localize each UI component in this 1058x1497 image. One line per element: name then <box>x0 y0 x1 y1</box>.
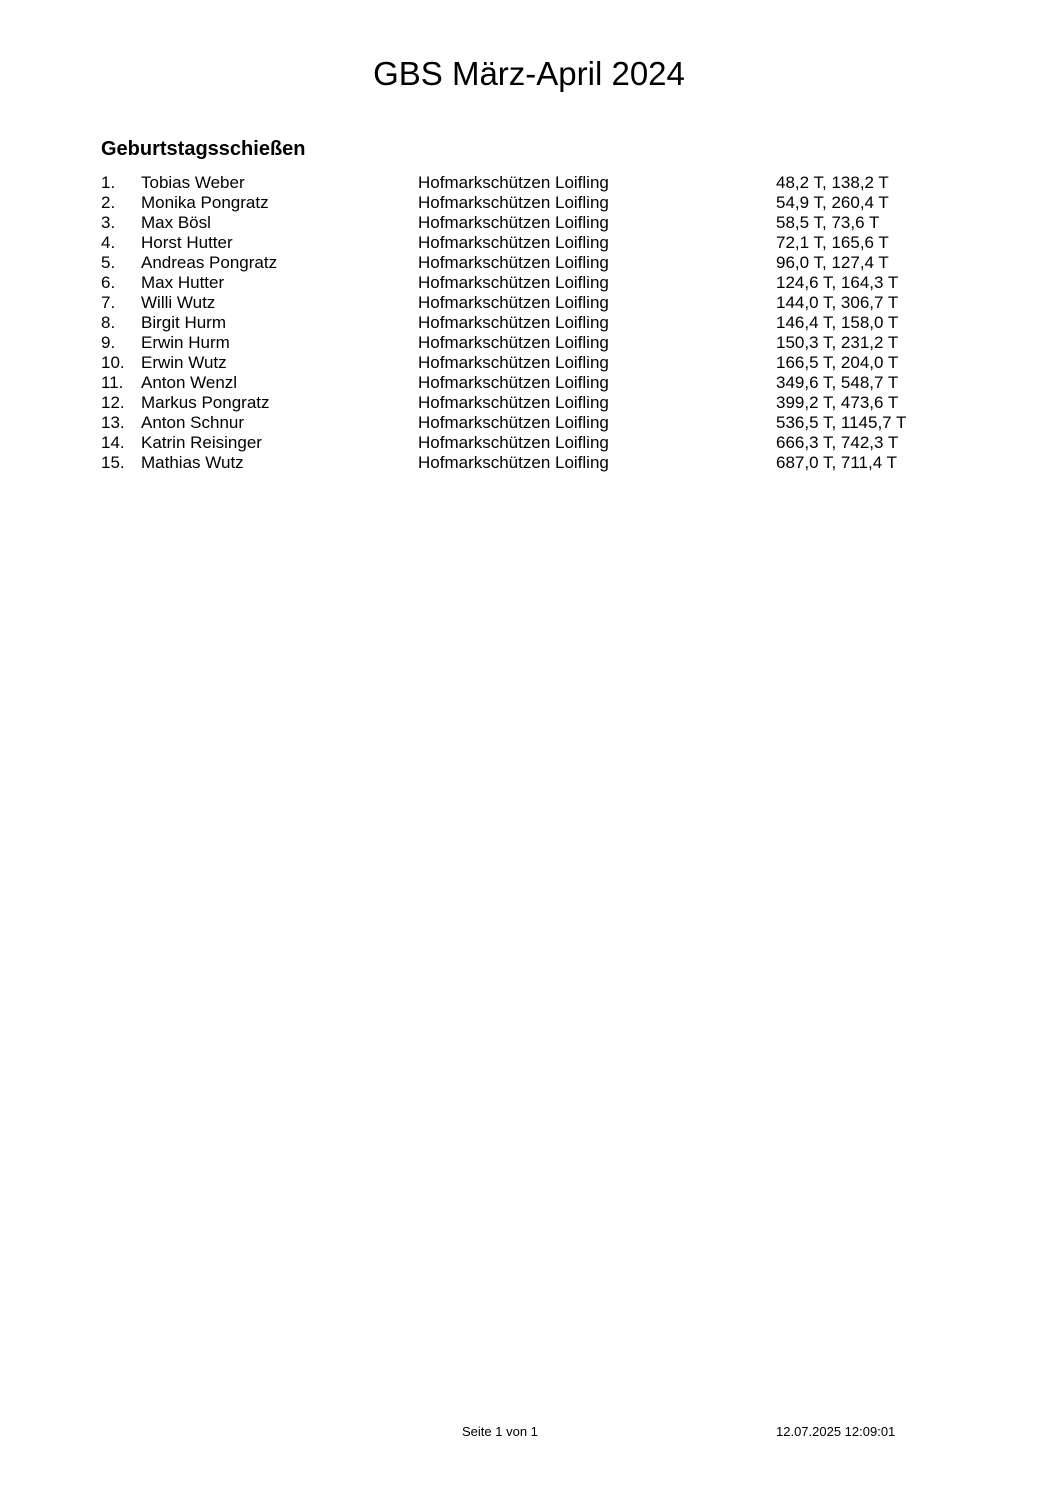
result-score: 96,0 T, 127,4 T <box>776 253 889 272</box>
footer-page-number: Seite 1 von 1 <box>462 1424 538 1439</box>
result-row <box>101 313 941 333</box>
result-club: Hofmarkschützen Loifling <box>418 333 609 352</box>
result-club: Hofmarkschützen Loifling <box>418 453 609 472</box>
result-score: 146,4 T, 158,0 T <box>776 313 899 332</box>
result-name: Andreas Pongratz <box>141 253 278 272</box>
result-rank: 12. <box>101 393 125 412</box>
result-row <box>101 213 941 233</box>
result-score: 48,2 T, 138,2 T <box>776 173 889 192</box>
result-name: Katrin Reisinger <box>141 433 262 452</box>
result-rank: 4. <box>101 233 116 252</box>
result-row <box>101 433 941 453</box>
result-score: 536,5 T, 1145,7 T <box>776 413 907 432</box>
document-title: GBS März-April 2024 <box>373 55 685 92</box>
result-row <box>101 233 941 253</box>
result-rank: 2. <box>101 193 116 212</box>
result-row <box>101 273 941 293</box>
result-rank: 7. <box>101 293 116 312</box>
result-name: Tobias Weber <box>141 173 245 192</box>
result-score: 666,3 T, 742,3 T <box>776 433 899 452</box>
result-score: 166,5 T, 204,0 T <box>776 353 899 372</box>
result-rank: 15. <box>101 453 125 472</box>
result-rank: 8. <box>101 313 116 332</box>
result-score: 399,2 T, 473,6 T <box>776 393 899 412</box>
result-rank: 11. <box>101 373 124 392</box>
result-score: 349,6 T, 548,7 T <box>776 373 899 392</box>
result-rank: 5. <box>101 253 116 272</box>
result-club: Hofmarkschützen Loifling <box>418 353 609 372</box>
result-row <box>101 373 941 393</box>
result-row <box>101 333 941 353</box>
result-name: Max Bösl <box>141 213 211 232</box>
result-name: Max Hutter <box>141 273 225 292</box>
result-score: 124,6 T, 164,3 T <box>776 273 899 292</box>
result-rank: 9. <box>101 333 116 352</box>
result-name: Monika Pongratz <box>141 193 269 212</box>
result-club: Hofmarkschützen Loifling <box>418 193 609 212</box>
result-score: 58,5 T, 73,6 T <box>776 213 880 232</box>
result-score: 150,3 T, 231,2 T <box>776 333 899 352</box>
result-club: Hofmarkschützen Loifling <box>418 413 609 432</box>
result-row <box>101 353 941 373</box>
result-club: Hofmarkschützen Loifling <box>418 393 609 412</box>
result-score: 144,0 T, 306,7 T <box>776 293 899 312</box>
result-rank: 1. <box>101 173 116 192</box>
result-score: 687,0 T, 711,4 T <box>776 453 897 472</box>
result-row <box>101 253 941 273</box>
result-row <box>101 393 941 413</box>
footer-timestamp: 12.07.2025 12:09:01 <box>776 1424 896 1439</box>
result-club: Hofmarkschützen Loifling <box>418 313 609 332</box>
result-name: Anton Schnur <box>141 413 245 432</box>
result-name: Mathias Wutz <box>141 453 244 472</box>
result-rank: 3. <box>101 213 116 232</box>
result-score: 54,9 T, 260,4 T <box>776 193 889 212</box>
result-name: Willi Wutz <box>141 293 216 312</box>
result-row <box>101 293 941 313</box>
section-heading: Geburtstagsschießen <box>101 138 306 160</box>
result-club: Hofmarkschützen Loifling <box>418 433 609 452</box>
result-club: Hofmarkschützen Loifling <box>418 173 609 192</box>
result-rank: 10. <box>101 353 125 372</box>
result-rank: 6. <box>101 273 116 292</box>
result-row <box>101 413 941 433</box>
result-club: Hofmarkschützen Loifling <box>418 233 609 252</box>
result-name: Birgit Hurm <box>141 313 227 332</box>
result-row <box>101 193 941 213</box>
result-name: Erwin Wutz <box>141 353 227 372</box>
result-row <box>101 453 941 473</box>
result-score: 72,1 T, 165,6 T <box>776 233 889 252</box>
result-row <box>101 173 941 193</box>
result-rank: 14. <box>101 433 125 452</box>
result-name: Horst Hutter <box>141 233 233 252</box>
result-rank: 13. <box>101 413 125 432</box>
result-club: Hofmarkschützen Loifling <box>418 293 609 312</box>
result-name: Markus Pongratz <box>141 393 270 412</box>
result-club: Hofmarkschützen Loifling <box>418 213 609 232</box>
result-name: Erwin Hurm <box>141 333 230 352</box>
result-club: Hofmarkschützen Loifling <box>418 373 609 392</box>
result-name: Anton Wenzl <box>141 373 238 392</box>
result-club: Hofmarkschützen Loifling <box>418 253 609 272</box>
result-club: Hofmarkschützen Loifling <box>418 273 609 292</box>
results-list <box>101 173 941 473</box>
